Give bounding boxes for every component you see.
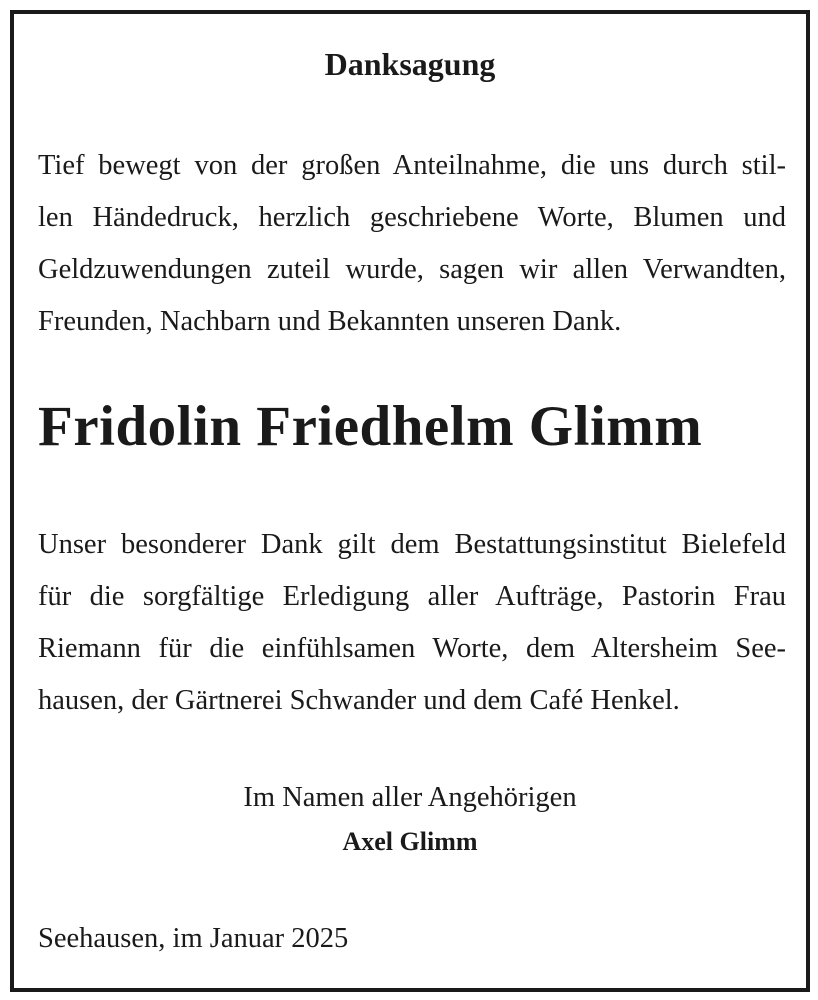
intro-line: Geldzuwendungen zuteil wurde, sagen wir allen Verwandten,	[38, 254, 786, 285]
death-notice-card	[10, 10, 810, 992]
deceased-name: Fridolin Friedhelm Glimm	[38, 395, 703, 458]
intro-line: Freunden, Nachbarn und Bekannten unseren Dank.	[38, 306, 622, 337]
intro-line: len Händedruck, herzlich geschriebene Worte, Blumen und	[38, 202, 786, 233]
thanks-line: Unser besonderer Dank gilt dem Bestattungsinstitut Bielefeld	[38, 529, 786, 560]
intro-paragraph	[38, 140, 786, 348]
thanks-paragraph	[38, 519, 786, 727]
thanks-line: hausen, der Gärtnerei Schwander und dem Café Henkel.	[38, 685, 680, 716]
signer-name: Axel Glimm	[342, 827, 478, 856]
intro-line: Tief bewegt von der großen Anteilnahme, die uns durch stil-	[38, 150, 786, 181]
place-and-date: Seehausen, im Januar 2025	[38, 923, 349, 954]
signoff-line: Im Namen aller Angehörigen	[243, 782, 577, 813]
notice-heading: Danksagung	[324, 46, 496, 82]
thanks-line: Riemann für die einfühlsamen Worte, dem Altersheim See-	[38, 633, 786, 664]
thanks-line: für die sorgfältige Erledigung aller Aufträge, Pastorin Frau	[38, 581, 786, 612]
